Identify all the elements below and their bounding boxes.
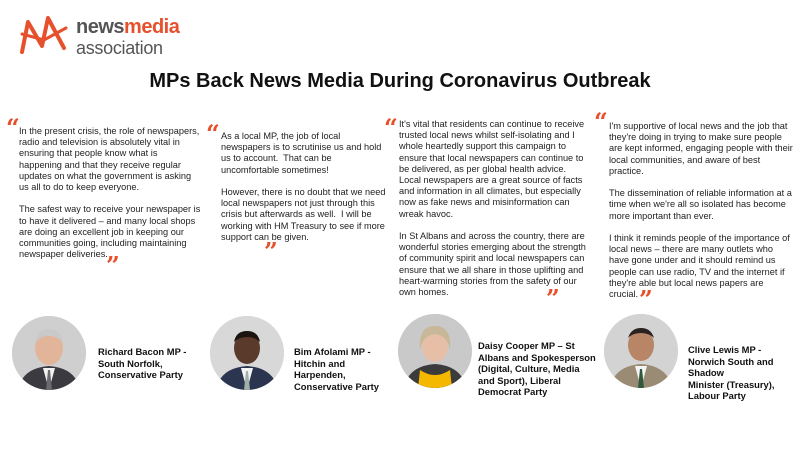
open-quote-icon: “ [384, 113, 398, 142]
quote-richard-bacon: In the present crisis, the role of newspapers, radio and television is absolutely vital in ensuring that people know what is happening and that they receive regular updates on what the government is asking us all to do to keep everyone. The safest way to receive your newspaper is to have it delivered – and many local shops are doing an excellent job in keeping our communities going, including maintaining newspaper deliveries. [19, 126, 201, 260]
open-quote-icon: “ [6, 113, 20, 142]
portrait-icon [210, 316, 284, 390]
quote-clive-lewis: I'm supportive of local news and the job that they're doing in trying to make sure people are kept informed, engaging people with their local communities, and aware of best practice. The dissemination of reliable information at a time when we're all so isolated has become more important than ever. I think it reminds people of the importance of local news – there are many outlets who have gone under and it should remind us people can use radio, TV and the internet if they're able but local news papers are crucial. [609, 121, 793, 300]
close-quote-icon: ” [106, 251, 120, 280]
avatar-richard-bacon [12, 316, 86, 390]
caption-richard-bacon: Richard Bacon MP - South Norfolk, Conservative Party [98, 346, 187, 381]
avatar-daisy-cooper [398, 314, 472, 388]
portrait-icon [12, 316, 86, 390]
logo-text-newsmedia: newsmedia [76, 16, 180, 38]
portrait-icon [398, 314, 472, 388]
quote-bim-afolami: As a local MP, the job of local newspapers is to scrutinise us and hold us to account. That can be uncomfortable sometimes! However, there is no doubt that we need local newspapers not just through this crisis but afterwards as well. I will be working with HM Treasury to see if more support can be given. [221, 131, 386, 242]
caption-daisy-cooper: Daisy Cooper MP – St Albans and Spokesperson (Digital, Culture, Media and Sport), Liberal Democrat Party [478, 340, 596, 398]
close-quote-icon: ” [639, 285, 653, 314]
page-title: MPs Back News Media During Coronavirus Outbreak [149, 70, 651, 92]
close-quote-icon: ” [546, 284, 560, 313]
caption-bim-afolami: Bim Afolami MP - Hitchin and Harpenden, Conservative Party [294, 346, 379, 392]
logo-text-association: association [76, 38, 163, 58]
portrait-icon [604, 314, 678, 388]
caption-clive-lewis: Clive Lewis MP - Norwich South and Shadow Minister (Treasury), Labour Party [688, 344, 775, 402]
avatar-clive-lewis [604, 314, 678, 388]
news-media-association-logo [18, 12, 178, 60]
close-quote-icon: ” [264, 237, 278, 266]
nma-logo-icon [18, 12, 70, 60]
open-quote-icon: “ [594, 107, 608, 136]
avatar-bim-afolami [210, 316, 284, 390]
quote-daisy-cooper: It's vital that residents can continue to receive trusted local news whilst self-isolating and I whole heartedly support this campaign to ensure that local newspapers can continue to be delivered, as per global health advice. Local newspapers are a great source of facts and information in all climates, but especially now as fake news and misinformation can wreak havoc. In St Albans and across the country, there are wonderful stories emerging about the strength of community spirit and local newspapers can ensure that we all share in those uplifting and heart-warming stories from the safety of our own homes. [399, 119, 586, 298]
open-quote-icon: “ [206, 119, 220, 148]
